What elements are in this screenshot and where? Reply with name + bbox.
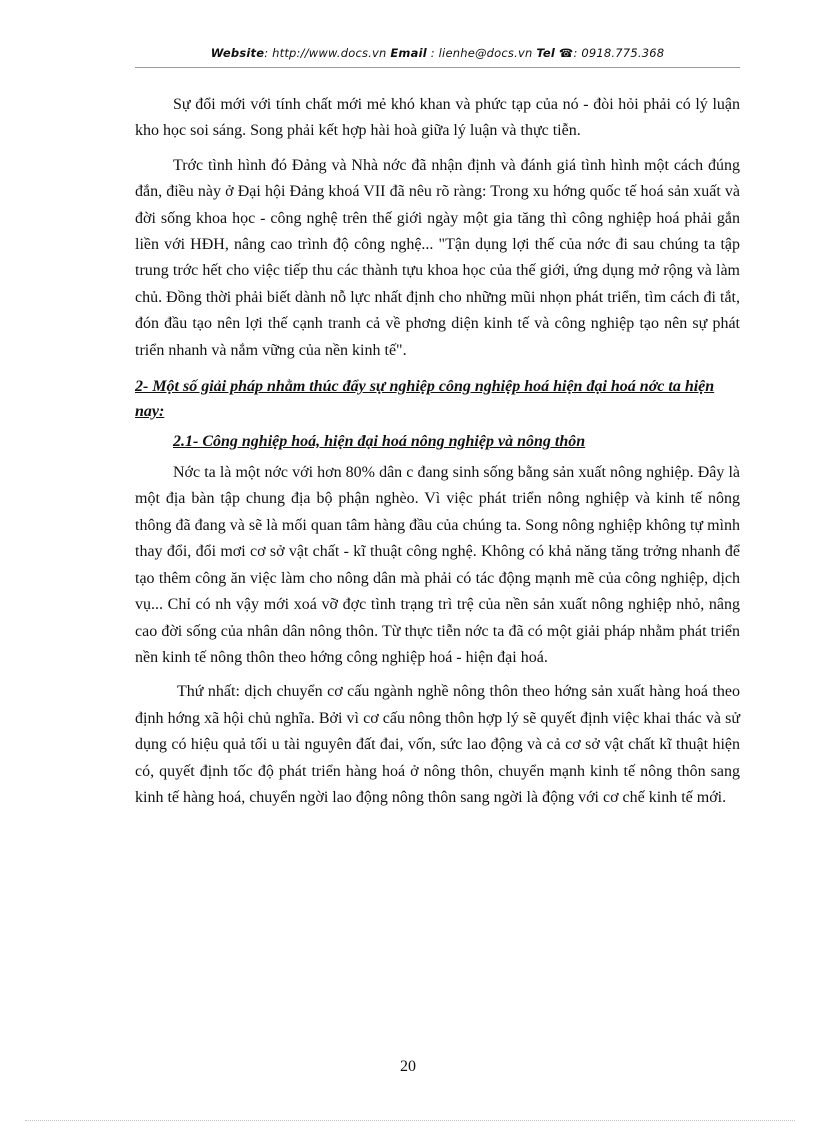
paragraph-3: Nớc ta là một nớc với hơn 80% dân c đang sinh sống bằng sản xuất nông nghiệp. Đây là một địa bàn tập chung địa bộ phận nghèo. Vì việc phát triển nông nghiệp và kinh tế nông thông đã đang và sẽ là mối quan tâm hàng đầu của chúng ta. Song nông nghiệp không tự mình thay đổi, đổi mơi cơ sở vật chất - kĩ thuật công nghệ. Không có khả năng tăng trởng nhanh để tạo thêm công ăn việc làm cho nông dân mà phải có tác động mạnh mẽ của công nghiệp, dịch vụ... Chỉ có nh vậy mới xoá vỡ đợc tình trạng trì trệ của nền sản xuất nông nghiệp nhỏ, nâng cao đời sống của nhân dân nông thôn. Từ thực tiễn nớc ta đã có một giải pháp nhằm phát triển nền kinh tế nông thôn theo hớng công nghiệp hoá - hiện đại hoá. — [135, 464, 740, 666]
header-divider — [135, 67, 740, 68]
phone-icon: ☎ — [558, 46, 574, 60]
footer-divider — [25, 1120, 795, 1121]
tel-label: Tel — [536, 46, 556, 60]
subsection-heading: 2.1- Công nghiệp hoá, hiện đại hoá nông nghiệp và nông thôn — [173, 433, 586, 451]
website-label: Website — [210, 46, 265, 60]
page-header — [135, 46, 740, 66]
email-label: Email — [390, 46, 427, 60]
paragraph-4: Thứ nhất: dịch chuyển cơ cấu ngành nghề nông thôn theo hớng sản xuất hàng hoá theo định hớng xã hội chủ nghĩa. Bởi vì cơ cấu nông thôn hợp lý sẽ quyết định việc khai thác và sử dụng có hiệu quả tối u tài nguyên đất đai, vốn, sức lao động và cả cơ sở vật chất kĩ thuật hiện có, quyết định tốc độ phát triển hàng hoá ở nông thôn, chuyển mạnh kinh tế nông thôn sang kinh tế hàng hoá, chuyển ngời lao động nông thôn sang ngời là động với cơ chế kinh tế mới. — [135, 683, 740, 806]
website-value: : http://www.docs.vn — [264, 46, 387, 60]
paragraph-1: Sự đổi mới với tính chất mới mẻ khó khan và phức tạp của nó - đòi hỏi phải có lý luận kho học soi sáng. Song phải kết hợp hài hoà giữa lý luận và thực tiễn. — [135, 96, 740, 140]
page-number: 20 — [400, 1058, 416, 1075]
email-value: : lienhe@docs.vn — [430, 46, 533, 60]
document-body — [135, 92, 740, 819]
paragraph-2: Trớc tình hình đó Đảng và Nhà nớc đã nhận định và đánh giá tình hình một cách đúng đắn, điều này ở Đại hội Đảng khoá VII đã nêu rõ ràng: Trong xu hớng quốc tế hoá sản xuất và đời sống khoa học - công nghệ trên thế giới ngày một gia tăng thì công nghiệp hoá phải gắn liền với HĐH, nâng cao trình độ công nghệ... "Tận dụng lợi thế của nớc đi sau chúng ta tập trung trớc hết cho việc tiếp thu các thành tựu khoa học của thế giới, ứng dụng mở rộng và làm chủ. Đồng thời phải biết dành nỗ lực nhất định cho những mũi nhọn phát triển, tìm cách đi tắt, đón đầu tạo nên lợi thế cạnh tranh cả về phơng diện kinh tế và công nghiệp tạo nên sự phát triển nhanh và nắm vững của nền kinh tế". — [135, 156, 740, 359]
section-heading: 2- Một số giải pháp nhằm thúc đẩy sự nghiệp công nghiệp hoá hiện đại hoá nớc ta hiện nay: — [135, 378, 715, 421]
tel-value: : 0918.775.368 — [573, 46, 665, 60]
